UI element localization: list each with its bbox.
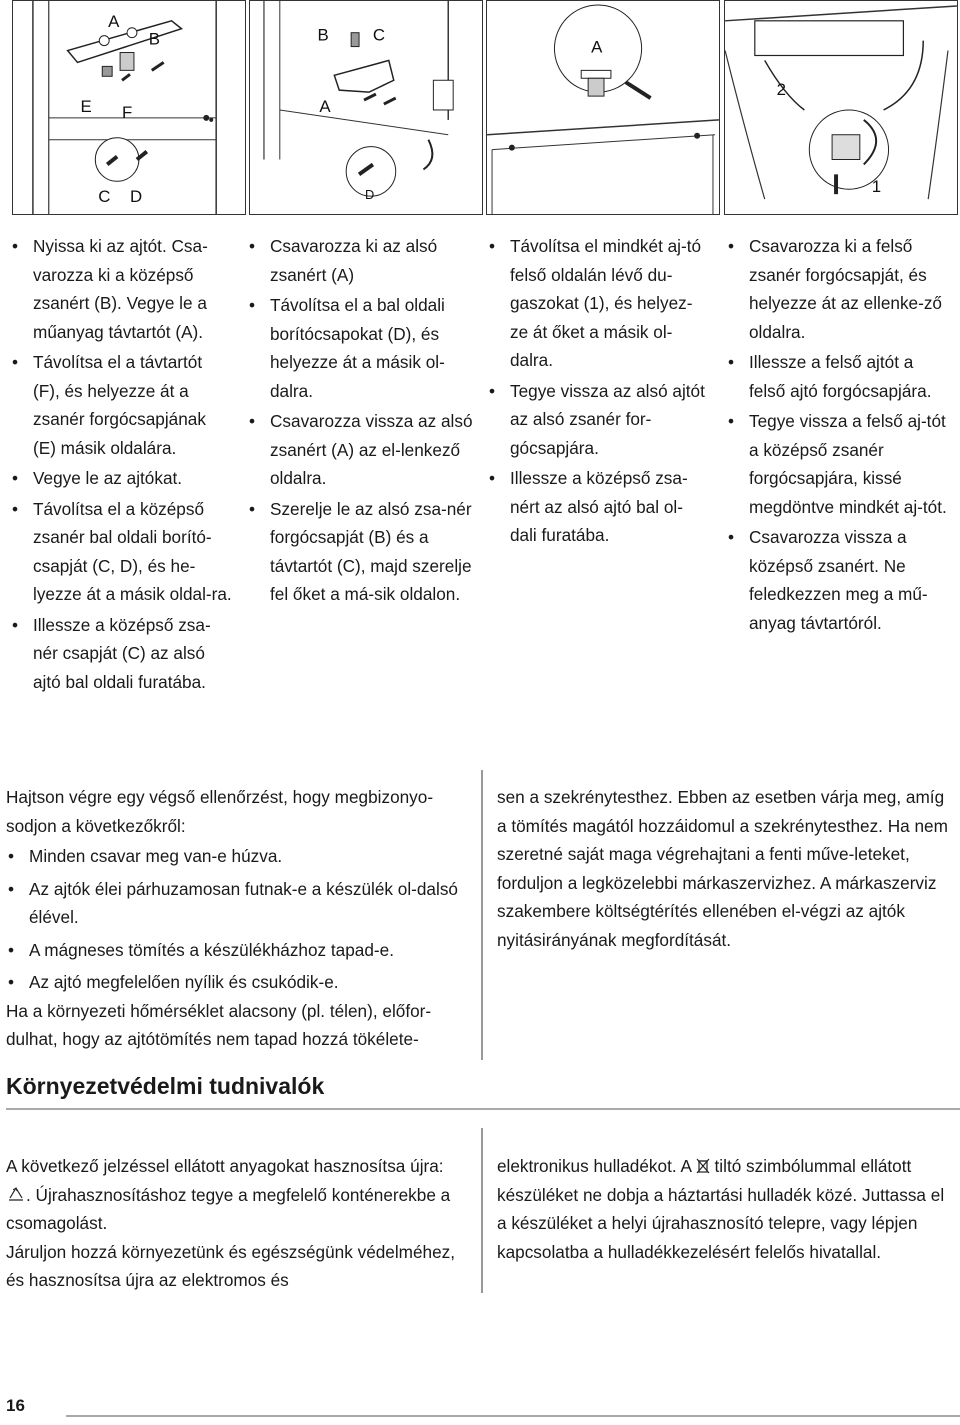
final-check-intro: Hajtson végre egy végső ellenőrzést, hogy megbizonyo-sodjon a következőkről: xyxy=(6,787,434,836)
list-item: • Vegye le az ajtókat. xyxy=(10,464,232,493)
temperature-note: Ha a környezeti hőmérséklet alacsony (pl. télen), előfor-dulhat, hogy az ajtótömítés nem tapad hozzá tökélete- xyxy=(6,1000,432,1049)
env-left-text xyxy=(6,1152,466,1295)
env-text: Járuljon hozzá környezetünk és egészségünk védelméhez, és hasznosítsa újra az elektromos és xyxy=(6,1241,456,1290)
list-item: • Az ajtó megfelelően nyílik és csukódik-e. xyxy=(6,968,466,997)
env-text: A következő jelzéssel ellátott anyagokat hasznosítsa újra: xyxy=(6,1156,444,1176)
final-check-continuation: sen a szekrénytesthez. Ebben az esetben várja meg, amíg a tömítés magától hozzáidomul a szekrénytesthez. Ha nem szeretné saját maga végrehajtani a fenti műve-leteket, forduljon a legközelebbi márkaszervizhez. A márkaszerviz szakembere költségtérítés ellenében el-végzi az ajtók nyitásirányának megfordítását. xyxy=(497,787,948,950)
recycle-icon xyxy=(6,1185,26,1205)
figure-middle-hinge xyxy=(12,0,246,215)
instructions-col3 xyxy=(487,232,709,552)
fig2-label-C: C xyxy=(372,25,386,45)
list-item: • A mágneses tömítés a készülékházhoz tapad-e. xyxy=(6,936,466,965)
fig1-label-C: C xyxy=(98,187,111,207)
list-item: • Illessze a felső ajtót a felső ajtó forgócsapjára. xyxy=(726,348,951,405)
fig4-label-1: 1 xyxy=(871,177,882,197)
fig2-label-D: D xyxy=(365,187,375,203)
footer-rule xyxy=(66,1415,960,1417)
list-item: • Csavarozza vissza az alsó zsanért (A) az el-lenkező oldalra. xyxy=(247,407,477,493)
list-item: • Illessze a középső zsa-nért az alsó ajtó bal ol-dali furatába. xyxy=(487,464,709,550)
list-item: • Illessze a középső zsa-nér csapját (C) az alsó ajtó bal oldali furatába. xyxy=(10,611,232,697)
figure-lower-hinge xyxy=(249,0,483,215)
fig1-label-B: B xyxy=(148,29,161,49)
list-item: • Nyissa ki az ajtót. Csa-varozza ki a középső zsanért (B). Vegye le a műanyag távtartót (A). xyxy=(10,232,232,346)
env-text: . Újrahasznosításhoz tegye a megfelelő konténerekbe a csomagolást. xyxy=(6,1184,451,1233)
fig4-label-2: 2 xyxy=(776,80,786,100)
fig1-label-E: E xyxy=(80,96,92,116)
column-divider xyxy=(481,1128,483,1293)
crossed-bin-icon xyxy=(696,1156,710,1176)
instructions-col4 xyxy=(726,232,951,639)
env-right-text xyxy=(497,1152,957,1266)
instructions-col2 xyxy=(247,232,477,611)
fig1-label-D: D xyxy=(129,187,143,207)
list-item: • Csavarozza ki a felső zsanér forgócsapját, és helyezze át az ellenke-ző oldalra. xyxy=(726,232,951,346)
section-rule xyxy=(6,1108,960,1110)
list-item: • Csavarozza ki az alsó zsanért (A) xyxy=(247,232,477,289)
list-item: • Távolítsa el a bal oldali borítócsapokat (D), és helyezze át a másik ol-dalra. xyxy=(247,291,477,405)
list-item: • Az ajtók élei párhuzamosan futnak-e a készülék ol-dalsó élével. xyxy=(6,875,466,932)
list-item: • Csavarozza vissza a középső zsanért. Ne feledkezzen meg a mű-anyag távtartóról. xyxy=(726,523,951,637)
column-divider xyxy=(481,770,483,1060)
section-heading: Környezetvédelmi tudnivalók xyxy=(6,1073,325,1099)
list-item: • Távolítsa el a távtartót (F), és helyezze át a zsanér forgócsapjának (E) másik oldalára. xyxy=(10,348,232,462)
final-check-section xyxy=(6,783,466,1054)
list-item: • Távolítsa el a középső zsanér bal oldali borító-csapját (C, D), és he-lyezze át a másik oldal-ra. xyxy=(10,495,232,609)
list-item: • Távolítsa el mindkét aj-tó felső oldalán lévő du-gaszokat (1), és helyez-ze át őket a másik ol-dalra. xyxy=(487,232,709,375)
instructions-col1 xyxy=(10,232,232,698)
fig1-label-F: F xyxy=(122,102,133,122)
env-text: tiltó szimbólummal ellátott készüléket ne dobja a háztartási hulladék közé. Juttassa el a készüléket a helyi újrahasznosító telepre, vagy lépjen kapcsolatba a hulladékkezelésért felelős hivatallal. xyxy=(497,1156,945,1262)
list-item: • Tegye vissza a felső aj-tót a középső zsanér forgócsapjára, kissé megdöntve mindkét aj-tót. xyxy=(726,407,951,521)
fig3-label-A: A xyxy=(591,37,603,57)
list-item: • Minden csavar meg van-e húzva. xyxy=(6,842,466,871)
env-text: elektronikus hulladékot. A xyxy=(497,1156,696,1176)
fig2-label-A: A xyxy=(319,96,331,116)
list-item: • Tegye vissza az alsó ajtót az alsó zsanér for-gócsapjára. xyxy=(487,377,709,463)
list-item: • Szerelje le az alsó zsa-nér forgócsapját (B) és a távtartót (C), majd szerelje fel őket a má-sik oldalon. xyxy=(247,495,477,609)
page-number: 16 xyxy=(6,1396,25,1415)
fig1-label-A: A xyxy=(108,11,120,31)
figure-upper-hinge xyxy=(724,0,958,215)
figure-door-plugs xyxy=(486,0,720,215)
fig2-label-B: B xyxy=(317,25,329,45)
